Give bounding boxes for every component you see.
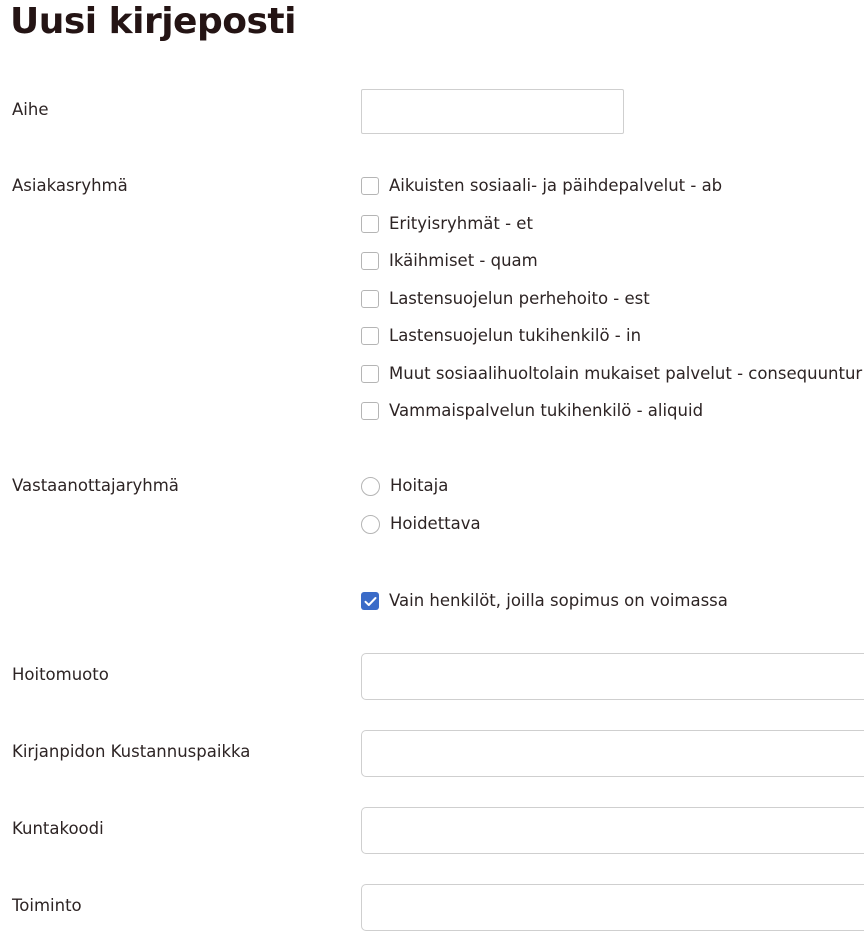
client-group-option[interactable] (361, 250, 538, 272)
operation-label: Toiminto (12, 896, 82, 915)
cost-center-input[interactable] (361, 730, 864, 777)
recipient-group-option-label: Hoidettava (390, 514, 481, 533)
recipient-group-option[interactable] (361, 513, 481, 535)
municipality-code-input[interactable] (361, 807, 864, 854)
operation-input[interactable] (361, 884, 864, 931)
client-group-option[interactable] (361, 213, 533, 235)
radio-button[interactable] (361, 477, 380, 496)
client-group-option-label: Lastensuojelun perhehoito - est (389, 289, 650, 308)
client-group-option-label: Ikäihmiset - quam (389, 251, 538, 270)
checkbox[interactable] (361, 290, 379, 308)
client-group-option-label: Vammaispalvelun tukihenkilö - aliquid (389, 401, 704, 420)
checkbox[interactable] (361, 327, 379, 345)
recipient-group-option[interactable] (361, 475, 448, 497)
subject-input[interactable] (361, 89, 624, 134)
client-group-option[interactable] (361, 288, 650, 310)
client-group-option[interactable] (361, 175, 722, 197)
cost-center-label: Kirjanpidon Kustannuspaikka (12, 742, 251, 761)
checkbox[interactable] (361, 252, 379, 270)
client-group-option[interactable] (361, 363, 862, 385)
checkbox[interactable] (361, 402, 379, 420)
municipality-code-label: Kuntakoodi (12, 819, 104, 838)
checkbox[interactable] (361, 365, 379, 383)
client-group-label: Asiakasryhmä (12, 176, 128, 195)
client-group-option-label: Erityisryhmät - et (389, 214, 533, 233)
active-contract-label: Vain henkilöt, joilla sopimus on voimassa (389, 591, 728, 610)
checkmark-icon (364, 596, 377, 607)
subject-label: Aihe (12, 100, 49, 119)
client-group-option[interactable] (361, 325, 641, 347)
client-group-option-label: Muut sosiaalihuoltolain mukaiset palvelut - consequuntur (389, 364, 863, 383)
recipient-group-option-label: Hoitaja (390, 476, 449, 495)
checkbox[interactable] (361, 177, 379, 195)
client-group-option-label: Aikuisten sosiaali- ja päihdepalvelut - ab (389, 176, 723, 195)
client-group-option[interactable] (361, 400, 703, 422)
care-type-input[interactable] (361, 653, 864, 700)
recipient-group-label: Vastaanottajaryhmä (12, 476, 179, 495)
checkbox-checked[interactable] (361, 592, 379, 610)
radio-button[interactable] (361, 515, 380, 534)
client-group-option-label: Lastensuojelun tukihenkilö - in (389, 326, 642, 345)
care-type-label: Hoitomuoto (12, 665, 109, 684)
active-contract-option[interactable] (361, 590, 728, 612)
page-title: Uusi kirjeposti (10, 1, 296, 42)
checkbox[interactable] (361, 215, 379, 233)
